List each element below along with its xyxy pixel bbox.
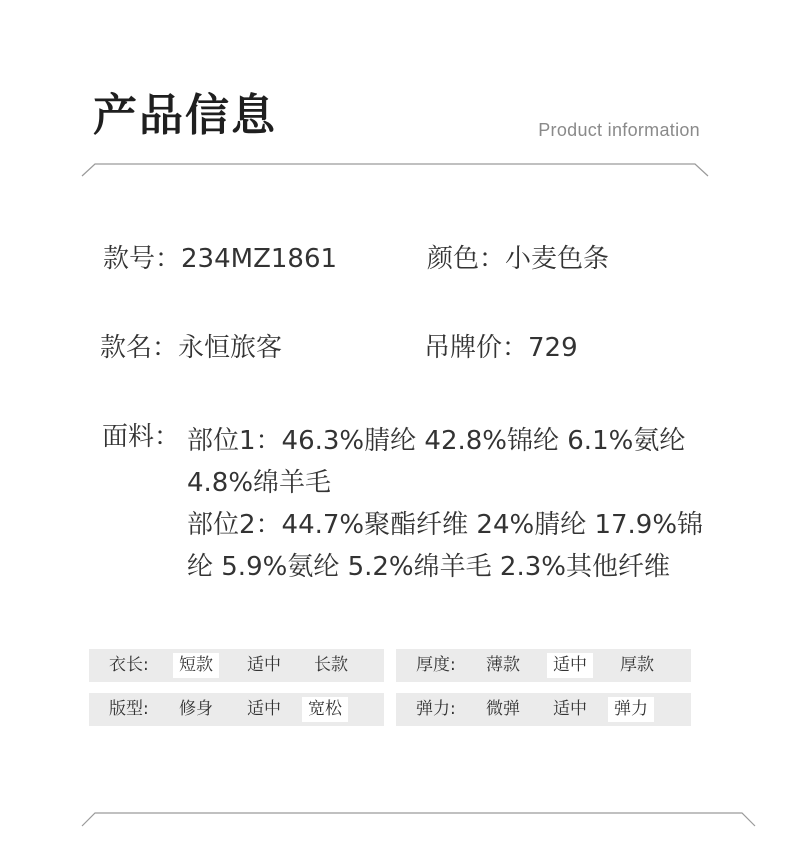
attr-option: 厚款 [620,655,654,675]
attr-option: 薄款 [486,655,520,675]
attr-option: 微弹 [486,699,520,719]
attr-option: 长款 [314,655,348,675]
fabric-line: 4.8%绵羊毛 [187,468,332,498]
color [427,242,609,276]
attr-option-selected: 适中 [547,653,593,678]
attr-option: 适中 [247,655,281,675]
tag-price [424,331,578,365]
fabric-line: 部位2：44.7%聚酯纤维 24%腈纶 17.9%锦 [187,510,704,540]
attr-fit [89,693,384,726]
attr-length [89,649,384,682]
attr-option: 修身 [179,699,213,719]
page-subtitle: Product information [538,120,700,140]
style-name-label: 款名： [100,333,179,363]
color-label: 颜色： [427,244,506,274]
attr-label: 厚度: [416,655,456,675]
attr-label: 版型: [109,699,149,719]
fabric-composition [187,420,707,588]
tag-price-value: 729 [528,333,578,363]
attr-stretch [396,693,691,726]
top-divider [0,160,790,180]
attr-thickness [396,649,691,682]
style-name [100,331,282,365]
attr-label: 弹力: [416,699,456,719]
style-number-label: 款号： [103,244,182,274]
style-number [103,242,337,276]
attr-option-selected: 宽松 [302,697,348,722]
attr-option-selected: 弹力 [608,697,654,722]
page-title: 产品信息 [93,90,277,141]
bottom-divider [0,810,790,830]
fabric-line: 纶 5.9%氨纶 5.2%绵羊毛 2.3%其他纤维 [187,552,670,582]
fabric-label: 面料： [102,422,181,452]
attr-option: 适中 [247,699,281,719]
color-value: 小麦色条 [505,244,610,274]
fabric-line: 部位1：46.3%腈纶 42.8%锦纶 6.1%氨纶 [187,426,686,456]
tag-price-label: 吊牌价： [424,333,529,363]
attr-option: 适中 [553,699,587,719]
style-number-value: 234MZ1861 [181,244,338,274]
attr-label: 衣长: [109,655,149,675]
style-name-value: 永恒旅客 [178,333,283,363]
attr-option-selected: 短款 [173,653,219,678]
